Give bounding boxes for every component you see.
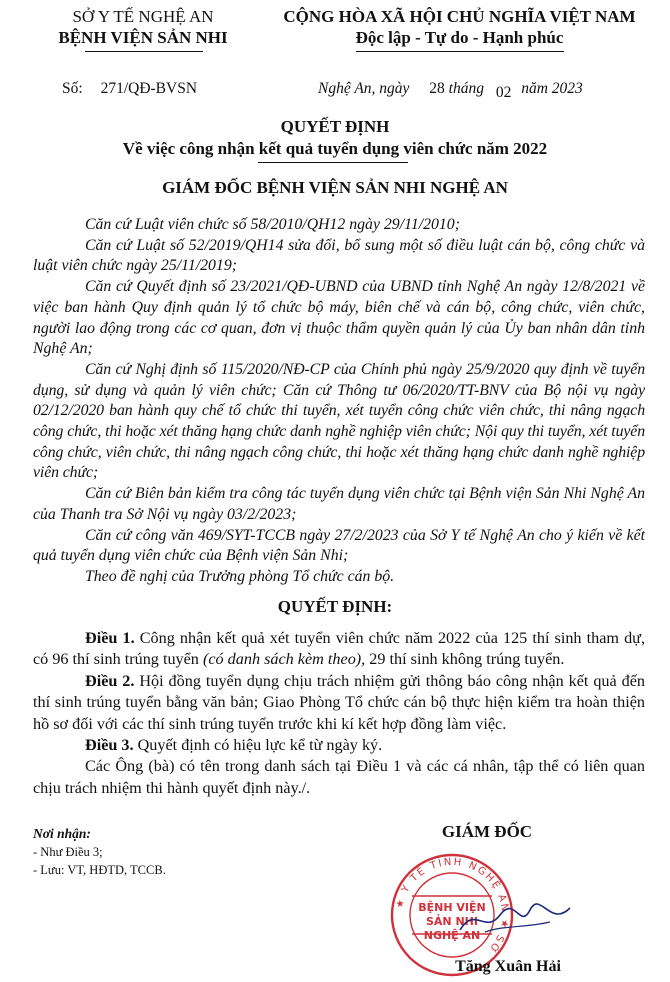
signer-name: Tăng Xuân Hải bbox=[455, 958, 561, 975]
legal-bases bbox=[33, 215, 645, 588]
issuing-org bbox=[28, 6, 258, 48]
national-motto: Độc lập - Tự do - Hạnh phúc bbox=[355, 28, 564, 47]
seal-line: NGHỆ AN bbox=[423, 929, 481, 942]
place-date bbox=[318, 80, 583, 101]
date-year: năm 2023 bbox=[521, 80, 583, 97]
decision-heading: QUYẾT ĐỊNH: bbox=[277, 597, 393, 616]
date-month: 02 bbox=[495, 84, 512, 101]
date-day: 28 bbox=[429, 80, 445, 97]
date-month-label: tháng bbox=[448, 80, 484, 97]
legal-basis: Căn cứ Quyết định số 23/2021/QĐ-UBND của UBND tỉnh Nghệ An ngày 12/8/2021 về việc ban hành Quy định quản lý tổ chức bộ máy, biên chế và cán bộ, công chức, viên chức, người lao động trong các cơ quan, đơn vị thuộc thẩm quyền quản lý của Ủy ban nhân dân tỉnh Nghệ An; bbox=[33, 278, 645, 358]
legal-basis: Căn cứ công văn 469/SYT-TCCB ngày 27/2/2023 của Sở Y tế Nghệ An cho ý kiến về kết quả tuyển dụng viên chức của Bệnh viện Sản Nhi; bbox=[33, 526, 645, 565]
org-parent: SỞ Y TẾ NGHỆ AN bbox=[72, 7, 214, 26]
article-text: Công nhận kết quả xét tuyển viên chức năm 2022 của 125 thí sinh tham dự, có 96 thí sinh trúng tuyển bbox=[33, 629, 645, 669]
closing-paragraph: Các Ông (bà) có tên trong danh sách tại Điều 1 và các cá nhân, tập thể có liên quan chịu trách nhiệm thi hành quyết định này./. bbox=[33, 757, 645, 797]
seal-line: SẢN NHI bbox=[426, 915, 478, 928]
motto-underline bbox=[356, 51, 564, 52]
doc-number-value: 271/QĐ-BVSN bbox=[100, 80, 198, 97]
org-underline bbox=[85, 51, 203, 52]
article-label: Điều 1. bbox=[85, 629, 135, 647]
legal-basis: Theo đề nghị của Trưởng phòng Tổ chức cán bộ. bbox=[85, 567, 395, 585]
decision-title bbox=[0, 116, 670, 160]
article-1 bbox=[33, 628, 645, 671]
recipient-item: - Lưu: VT, HĐTD, TCCB. bbox=[33, 863, 166, 877]
article-text: Quyết định có hiệu lực kể từ ngày ký. bbox=[137, 736, 383, 755]
legal-basis: Căn cứ Biên bản kiểm tra công tác tuyển dụng viên chức tại Bệnh viện Sản Nhi Nghệ An của Thanh tra Sở Nội vụ ngày 03/2/2023; bbox=[33, 485, 645, 523]
country-name: CỘNG HÒA XÃ HỘI CHỦ NGHĨA VIỆT NAM bbox=[283, 7, 636, 26]
org-name: BỆNH VIỆN SẢN NHI bbox=[58, 28, 228, 47]
legal-basis: Căn cứ Luật số 52/2019/QH14 sửa đổi, bổ sung một số điều luật cán bộ, công chức và luật viên chức ngày 25/11/2019; bbox=[33, 236, 645, 275]
seal-ring-text: ★ Y TẾ TỈNH NGHỆ AN ★ SỞ bbox=[394, 856, 511, 956]
issuer-title: GIÁM ĐỐC BỆNH VIỆN SẢN NHI NGHỆ AN bbox=[162, 178, 508, 197]
doc-number bbox=[62, 80, 197, 98]
doc-subject: Về việc công nhận kết quả tuyển dụng viên chức năm 2022 bbox=[122, 139, 548, 158]
legal-basis: Căn cứ Nghị định số 115/2020/NĐ-CP của Chính phủ ngày 25/9/2020 quy định về tuyển dụng, sử dụng và quản lý viên chức; Căn cứ Thông tư 06/2020/TT-BNV của Bộ nội vụ ngày 02/12/2020 ban hành quy chế tổ chức thi tuyển, xét tuyển công chức viên chức, thi nâng ngạch công chức, thi hoặc xét thăng hạng chức danh nghề nghiệp viên chức; Nội quy thi tuyển, xét tuyển công chức, viên chức, thi nâng ngạch công chức, thi hoặc xét thăng hạng chức danh nghề nghiệp viên chức; bbox=[33, 360, 645, 482]
recipients bbox=[33, 825, 166, 879]
legal-basis: Căn cứ Luật viên chức số 58/2010/QH12 ngày 29/11/2010; bbox=[85, 216, 460, 233]
article-text: 29 thí sinh không trúng tuyển. bbox=[369, 650, 565, 669]
seal-line: BỆNH VIỆN bbox=[418, 901, 486, 914]
article-label: Điều 2. bbox=[85, 671, 135, 690]
title-underline bbox=[258, 162, 408, 163]
article-2 bbox=[33, 671, 645, 735]
doc-number-label: Số: bbox=[62, 80, 83, 97]
doc-type: QUYẾT ĐỊNH bbox=[280, 117, 390, 136]
signer-position: GIÁM ĐỐC bbox=[441, 822, 533, 841]
recipients-label: Nơi nhận: bbox=[33, 826, 91, 841]
place-date-prefix: Nghệ An, ngày bbox=[318, 80, 410, 97]
national-header bbox=[262, 6, 657, 48]
article-text-italic: (có danh sách kèm theo), bbox=[202, 650, 366, 669]
article-label: Điều 3. bbox=[85, 736, 134, 755]
article-text: Hội đồng tuyển dụng chịu trách nhiệm gửi thông báo công nhận kết quả đến thí sinh trúng tuyển bằng văn bản; Giao Phòng Tổ chức cán bộ thực hiện kiểm tra hoàn thiện hồ sơ đối với các thí sinh trúng tuyển trước khi kí kết hợp đồng làm việc. bbox=[33, 671, 645, 733]
articles bbox=[33, 628, 645, 799]
handwritten-signature-icon bbox=[455, 900, 575, 940]
article-3 bbox=[33, 735, 645, 756]
recipient-item: - Như Điều 3; bbox=[33, 845, 103, 859]
